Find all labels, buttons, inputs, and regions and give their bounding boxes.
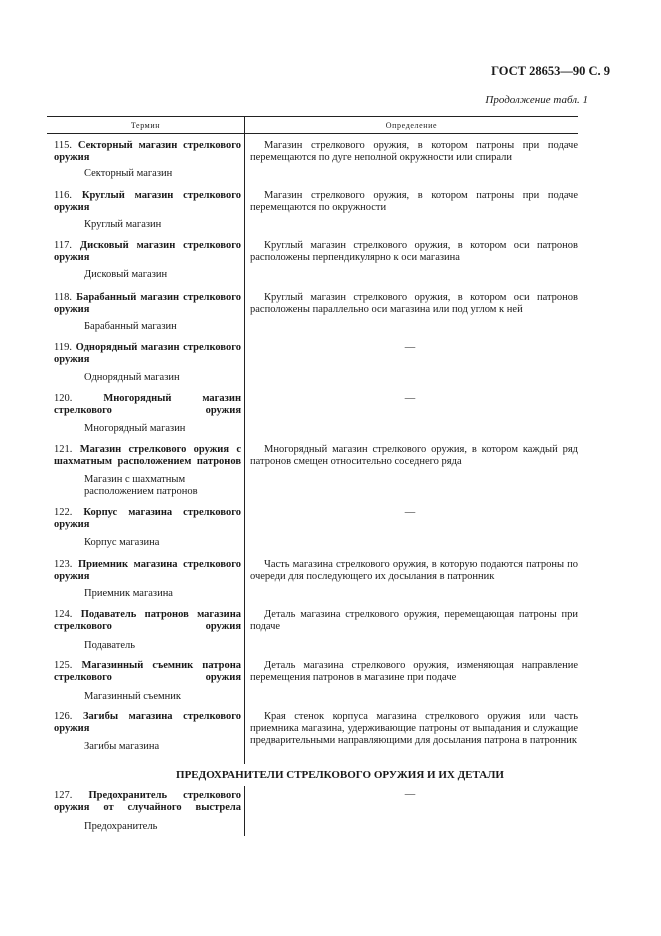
synonym-116: Круглый магазин — [84, 219, 162, 230]
term-title: Однорядный магазин стрелкового оружия — [54, 342, 242, 365]
term-title: Магазин стрелкового оружия с шахматным расположением патронов — [54, 444, 241, 467]
term-title: Барабанный магазин стрелкового оружия — [54, 292, 242, 315]
table-continuation-note: Продолжение табл. 1 — [485, 94, 588, 106]
term-number: 120. — [54, 393, 73, 404]
synonym-123: Приемник магазина — [84, 588, 173, 599]
term-number: 115. — [54, 140, 72, 151]
definition-118: Круглый магазин стрелкового оружия, в котором оси патронов расположены параллельно оси магазина или под углом к ней — [250, 292, 578, 315]
definition-124: Деталь магазина стрелкового оружия, перемещающая патроны при подаче — [250, 609, 578, 632]
definition-126: Края стенок корпуса магазина стрелкового оружия или часть приемника магазина, удерживающие патроны от выпадания и служащие предварительными направляющими для досылания патрона в патронник — [250, 711, 578, 746]
definition-125: Деталь магазина стрелкового оружия, изменяющая направление перемещения патронов в магазине при подаче — [250, 660, 578, 683]
table-header-divider — [47, 133, 578, 134]
definition-122: — — [404, 507, 416, 518]
term-title: Многорядный магазин стрелкового оружия — [54, 393, 242, 416]
term-125 — [54, 660, 241, 684]
term-title: Круглый магазин стрелкового оружия — [54, 190, 242, 213]
synonym-127: Предохранитель — [84, 821, 158, 832]
term-number: 122. — [54, 507, 73, 518]
synonym-118: Барабанный магазин — [84, 321, 177, 332]
definition-115: Магазин стрелкового оружия, в котором патроны при подаче перемещаются по дуге неполной окружности или спирали — [250, 140, 578, 163]
synonym-115: Секторный магазин — [84, 168, 173, 179]
term-number: 126. — [54, 711, 73, 722]
term-117 — [54, 240, 241, 264]
term-number: 119. — [54, 342, 72, 353]
term-number: 118. — [54, 292, 72, 303]
term-number: 124. — [54, 609, 73, 620]
definition-119: — — [404, 342, 416, 353]
synonym-120: Многорядный магазин — [84, 423, 186, 434]
synonym-119: Однорядный магазин — [84, 372, 180, 383]
term-127 — [54, 790, 241, 814]
term-122 — [54, 507, 241, 531]
term-115 — [54, 140, 241, 164]
column-header-term: Термин — [130, 121, 161, 130]
column-header-definition: Определение — [385, 121, 438, 130]
definition-121: Многорядный магазин стрелкового оружия, в котором каждый ряд патронов смещен относительно соседнего ряда — [250, 444, 578, 467]
term-number: 125. — [54, 660, 73, 671]
synonym-124: Подаватель — [84, 640, 136, 651]
term-title: Секторный магазин стрелкового оружия — [54, 140, 241, 163]
term-number: 116. — [54, 190, 72, 201]
term-title: Приемник магазина стрелкового оружия — [54, 559, 242, 582]
term-121 — [54, 444, 241, 468]
term-119 — [54, 342, 241, 366]
term-123 — [54, 559, 241, 583]
definition-116: Магазин стрелкового оружия, в котором патроны при подаче перемещаются по окружности — [250, 190, 578, 213]
term-title: Загибы магазина стрелкового оружия — [54, 711, 242, 734]
definition-120: — — [404, 393, 416, 404]
term-number: 123. — [54, 559, 73, 570]
page-header: ГОСТ 28653—90 С. 9 — [491, 64, 610, 78]
term-title: Подаватель патронов магазина стрелкового оружия — [54, 609, 242, 632]
synonym-126: Загибы магазина — [84, 741, 160, 752]
term-116 — [54, 190, 241, 214]
column-divider-header — [244, 116, 245, 133]
term-120 — [54, 393, 241, 417]
definition-117: Круглый магазин стрелкового оружия, в котором оси патронов расположены перпендикулярно к оси магазина — [250, 240, 578, 263]
term-number: 121. — [54, 444, 73, 455]
term-118 — [54, 292, 241, 316]
term-number: 117. — [54, 240, 72, 251]
definition-123: Часть магазина стрелкового оружия, в которую подаются патроны по очереди для последующего их досылания в патронник — [250, 559, 578, 582]
synonym-121: Магазин с шахматным расположением патронов — [84, 474, 198, 497]
term-title: Дисковый магазин стрелкового оружия — [54, 240, 242, 263]
term-title: Магазинный съемник патрона стрелкового оружия — [54, 660, 241, 683]
term-title: Предохранитель стрелкового оружия от случайного выстрела — [54, 790, 241, 813]
synonym-117: Дисковый магазин — [84, 269, 168, 280]
synonym-125: Магазинный съемник — [84, 691, 182, 702]
term-124 — [54, 609, 241, 633]
term-title: Корпус магазина стрелкового оружия — [54, 507, 241, 530]
section-heading: ПРЕДОХРАНИТЕЛИ СТРЕЛКОВОГО ОРУЖИЯ И ИХ ДЕТАЛИ — [176, 769, 504, 781]
term-126 — [54, 711, 241, 735]
term-number: 127. — [54, 790, 73, 801]
table-top-border — [47, 116, 578, 117]
synonym-122: Корпус магазина — [84, 537, 160, 548]
column-divider-lower — [244, 786, 245, 836]
definition-127: — — [404, 789, 416, 800]
column-divider-upper — [244, 133, 245, 764]
